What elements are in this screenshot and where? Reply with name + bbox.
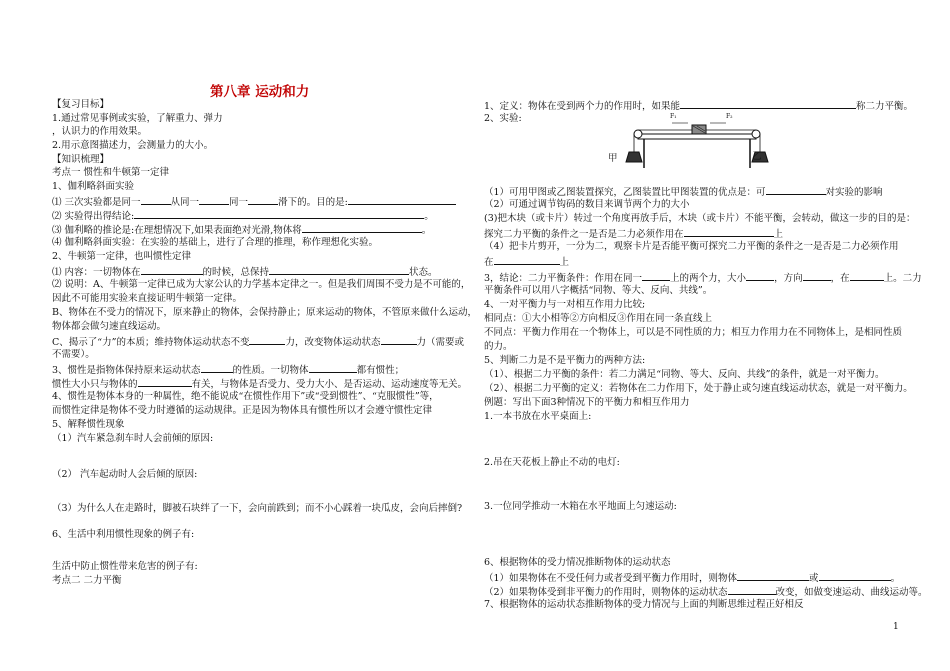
item-2-2: ⑵ 说明：A、牛顿第一定律已成为大家公认的力学基本定律之一。但是我们周围不受力是不可能的， [52, 279, 471, 290]
section-4: 4、惯性是物体本身的一种属性，绝不能说成“在惯性作用下”或“受到惯性”、“克服惯性”等， [52, 391, 439, 402]
blank[interactable] [494, 254, 560, 265]
item-r4: 4、一对平衡力与一对相互作用力比较; [484, 299, 646, 310]
blank[interactable] [819, 570, 891, 581]
item-r1: 1、定义：物体在受到两个力的作用时，如果能 称二力平衡。 [484, 98, 913, 113]
item-r4-2-cont: 的力。 [484, 341, 513, 352]
blank[interactable] [249, 334, 285, 345]
blank[interactable] [309, 362, 357, 373]
item-r2: 2、实验: [484, 113, 522, 124]
item-2-3-cont: 物体都会做匀速直线运动。 [52, 321, 167, 332]
item-r6-1: （1）如果物体在不受任何力或者受到平衡力作用时，则物体 或 。 [484, 570, 900, 585]
blank[interactable] [134, 208, 424, 219]
section-5: 5、解释惯性现象 [52, 419, 125, 430]
pulley-right-icon [752, 130, 760, 138]
blank[interactable] [684, 226, 774, 237]
item-2-4-cont: 不需要）。 [52, 349, 95, 360]
item-r4-1: 相同点：①大小相等②方向相反③作用在同一条直线上 [484, 313, 713, 324]
item-r3: 3，结论：二力平衡条件：作用在同一 上的两个力，大小 ，方向 ，在 上。二力 [484, 270, 922, 285]
blank[interactable] [746, 270, 774, 281]
section-3: 3、惯性是指物体保持原来运动状态 的性质。一切物体 都有惯性； [52, 362, 404, 377]
item-r5-1: （1）、根据二力平衡的条件：若二力满足“同物、等大、反向、共线”的条件，就是一对平衡力。 [484, 369, 885, 380]
knowledge-heading: 【知识梳理】 [52, 154, 110, 165]
section-6-cont: 生活中防止惯性带来危害的例子有: [52, 561, 198, 572]
item-r6: 6、根据物体的受力情况推断物体的运动状态 [484, 557, 671, 568]
weight-left-icon [626, 152, 642, 162]
item-2-4: C、揭示了“力”的本质；维持物体运动状态不变 力，改变物体运动状态 力（需要或 [52, 334, 464, 349]
page-number: 1 [893, 622, 899, 632]
topic-2: 考点二 二力平衡 [52, 575, 122, 586]
balance-experiment-figure [600, 113, 780, 182]
example-3: 3.一位同学推动一木箱在水平地面上匀速运动: [484, 501, 677, 512]
label-jia: 甲 [608, 153, 618, 164]
goal-2: 2.用示意图描述力，会测量力的大小。 [52, 140, 214, 151]
example-2: 2.吊在天花板上静止不动的电灯: [484, 457, 620, 468]
item-r4-2: 不同点：平衡力作用在一个物体上，可以是不同性质的力；相互力作用力在不同物体上，是相同性质 [484, 327, 903, 338]
item-1-4: ⑷ 伽利略斜面实验：在实验的基础上，进行了合理的推理，称作理想化实验。 [52, 237, 379, 248]
blank[interactable] [248, 194, 278, 205]
blank[interactable] [302, 222, 422, 233]
item-r7: 7、根据物体的运动状态推断物体的受力情况与上面的判断思维过程正好相反 [484, 599, 804, 610]
item-1-3: ⑶ 伽利略的推论是:在理想情况下,如果表面绝对光滑,物体将 。 [52, 222, 431, 237]
blank[interactable] [728, 584, 776, 595]
blank[interactable] [348, 194, 456, 205]
blank[interactable] [138, 376, 192, 387]
blank[interactable] [381, 334, 417, 345]
item-r2-2: （2）可通过调节钩码的数目来调节两个力的大小 [484, 199, 690, 210]
item-r5-3: 例题：写出下面3种情况下的平衡力和相互作用力 [484, 397, 690, 408]
item-3-1: 惯性大小只与物体的 有关，与物体是否受力、受力大小、是否运动、运动速度等无关。 [52, 376, 467, 391]
table-top [638, 134, 756, 139]
f1-label: F₁ [670, 113, 677, 120]
blank[interactable] [199, 194, 229, 205]
item-1-1: ⑴ 三次实验都是同一 从同一 同一 滑下的。目的是: [52, 194, 456, 209]
blank[interactable] [141, 264, 203, 275]
blank[interactable] [737, 570, 809, 581]
question-3: （3）为什么人在走路时，脚被石块绊了一下，会向前跌到；而不小心踩着一块瓜皮，会向后摔倒? [52, 503, 463, 514]
blank[interactable] [642, 270, 670, 281]
item-2-3: B、物体在不受力的情况下，原来静止的物体，会保持静止；原来运动的物体，不管原来做什么运动， [52, 307, 477, 318]
item-1-2: ⑵ 实验得出得结论: 。 [52, 208, 434, 223]
page-title: 第八章 运动和力 [210, 84, 310, 100]
blank[interactable] [269, 264, 409, 275]
blank[interactable] [141, 194, 171, 205]
section-1: 1、伽利略斜面实验 [52, 181, 135, 192]
blank[interactable] [850, 270, 884, 281]
review-heading: 【复习目标】 [52, 99, 110, 110]
question-1: （1）汽车紧急刹车时人会前倾的原因: [52, 433, 214, 444]
question-2: （2） 汽车起动时人会后倾的原因: [52, 469, 198, 480]
item-r5-2: （2）、根据二力平衡的定义：若物体在二力作用下，处于静止或匀速直线运动状态，就是一对平衡力。 [484, 383, 913, 394]
item-r2-4: （4）把卡片剪开，一分为二，观察卡片是否能平衡可探究二力平衡的条件之一是否是二力必须作用 [484, 241, 899, 252]
blank[interactable] [201, 362, 233, 373]
item-r3-cont: 平衡条件可以用八字概括“同物、等大、反向、共线”。 [484, 285, 713, 296]
item-r2-3-cont: 探究二力平衡的条件之一是否是二力必须作用在 上 [484, 226, 783, 241]
section-4-cont: 而惯性定律是物体不受力时遵循的运动规律。正是因为物体具有惯性所以才会遵守惯性定律 [52, 405, 433, 416]
item-2-1: ⑴ 内容：一切物体在 的时候，总保持 状态。 [52, 264, 438, 279]
item-r2-3: (3)把木块（或卡片）转过一个角度再放手后，木块（或卡片）不能平衡，会转动，做这一步的目的是： [484, 213, 916, 224]
example-1: 1.一本书放在水平桌面上: [484, 411, 592, 422]
goal-1-cont: ，认识力的作用效果。 [52, 126, 148, 137]
blank[interactable] [803, 270, 831, 281]
topic-1: 考点一 惯性和牛顿第一定律 [52, 167, 170, 178]
blank[interactable] [680, 98, 856, 109]
blank[interactable] [766, 184, 826, 195]
pulley-left-icon [634, 130, 642, 138]
item-2-2-cont: 因此不可能用实验来直接证明牛顿第一定律。 [52, 293, 243, 304]
f2-label: F₂ [726, 113, 733, 120]
section-2: 2、牛顿第一定律，也叫惯性定律 [52, 251, 192, 262]
goal-1: 1.通过常见事例或实验，了解重力、弹力 [52, 113, 223, 124]
label-yi: 乙 [752, 151, 762, 162]
section-6: 6、生活中利用惯性现象的例子有: [52, 529, 195, 540]
item-r2-1: （1）可用甲图或乙图装置探究，乙图装置比甲图装置的优点是：可 对实验的影响 [484, 184, 883, 199]
item-r5: 5、判断二力是不是平衡力的两种方法: [484, 355, 646, 366]
item-r6-2: （2）如果物体受到非平衡力的作用时，则物体的运动状态 改变，如做变速运动、曲线运动等。 [484, 584, 928, 599]
item-r2-4-cont: 在 上 [484, 254, 569, 269]
